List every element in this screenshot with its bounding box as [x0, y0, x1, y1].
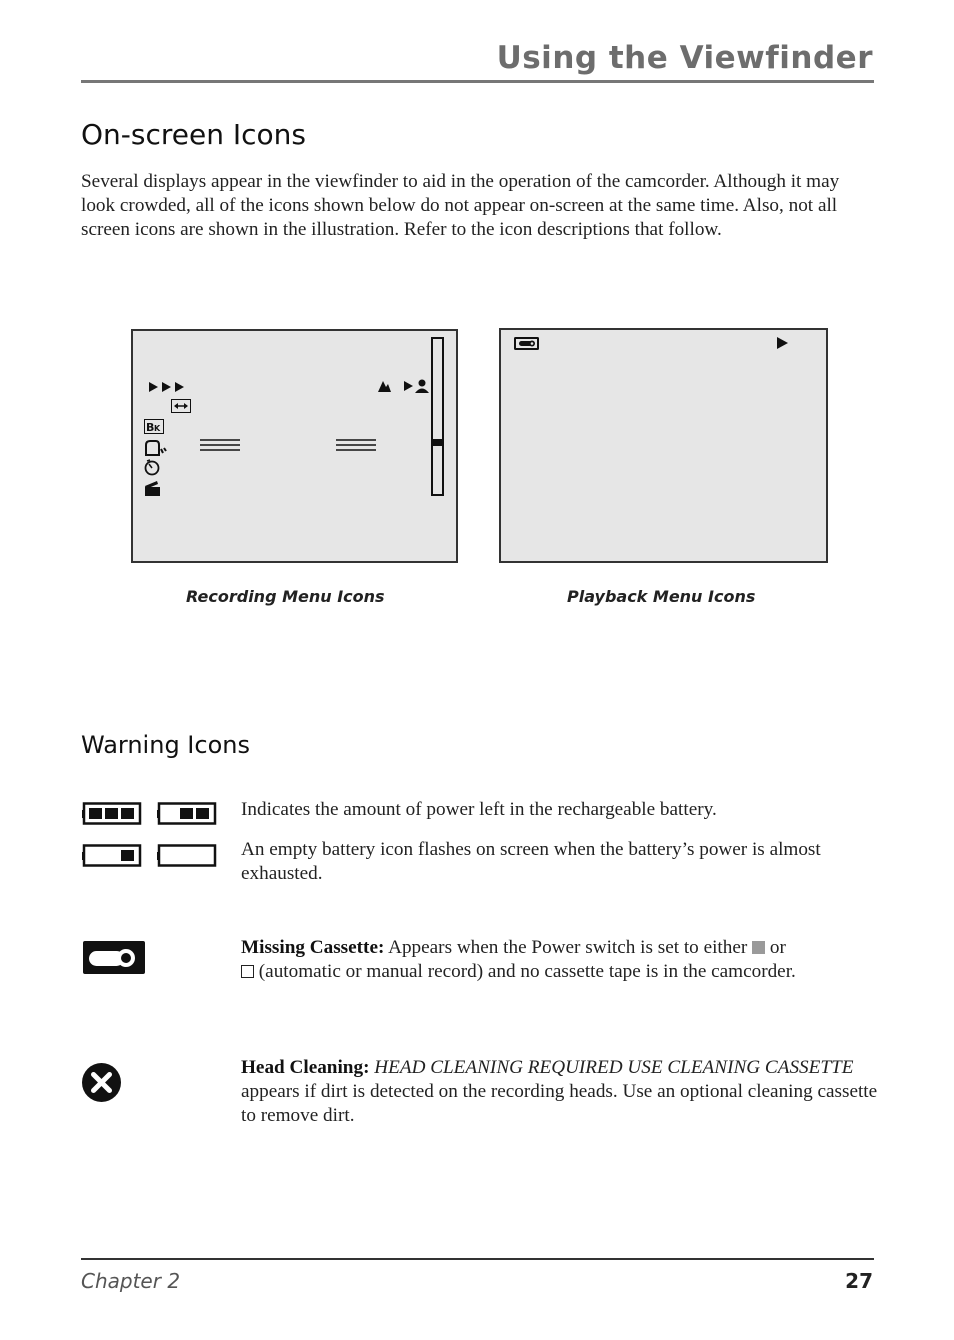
missing-cassette-icon: [83, 941, 146, 975]
outline-square-icon: [241, 965, 254, 978]
section-title-warning-icons: Warning Icons: [81, 731, 250, 759]
svg-text:K: K: [154, 424, 161, 433]
head-cleaning-paragraph: [241, 1056, 881, 1128]
footer-rule: [81, 1258, 874, 1260]
level-bar-right-icon: [336, 439, 378, 453]
footer-page-number: 27: [845, 1269, 873, 1293]
timer-icon: [144, 459, 162, 476]
play-icon: [776, 336, 790, 351]
battery-full-icon: [82, 802, 144, 826]
head-cleaning-icon: [81, 1062, 122, 1103]
battery-text-2: An empty battery icon flashes on screen when the battery’s power is almost exhausted.: [241, 839, 821, 884]
cassette-icon: [514, 337, 540, 351]
missing-cassette-text-b: or: [765, 937, 786, 958]
gray-square-icon: [752, 941, 765, 954]
zoom-bar-icon: [431, 337, 445, 497]
intro-paragraph: Several displays appear in the viewfinder to aid in the operation of the camcorder. Although it may look crowded, all of the icons shown below do not appear on-screen at the same time. Also, not all screen icons are shown in the illustration. Refer to the icon descriptions that follow.: [81, 171, 840, 240]
mountain-icon: [378, 379, 392, 393]
footer-chapter: Chapter 2: [81, 1269, 181, 1293]
page-header-title: Using the Viewfinder: [496, 40, 873, 76]
clapper-icon: [144, 481, 162, 497]
missing-cassette-text-a: Appears when the Power switch is set to either: [384, 937, 753, 958]
recording-caption: Recording Menu Icons: [186, 587, 385, 606]
level-bar-left-icon: [200, 439, 242, 453]
head-cleaning-message: HEAD CLEANING REQUIRED USE CLEANING CASSETTE: [369, 1057, 854, 1078]
playback-caption: Playback Menu Icons: [567, 587, 756, 606]
playback-screen: [499, 328, 828, 563]
section-title-onscreen-icons: On-screen Icons: [81, 118, 306, 151]
svg-text:B: B: [146, 421, 155, 434]
battery-one-third-icon: [82, 844, 144, 868]
recording-screen: [131, 329, 458, 563]
missing-cassette-label: Missing Cassette:: [241, 937, 385, 958]
missing-cassette-paragraph: [241, 936, 881, 984]
person-icon: [404, 378, 432, 394]
battery-two-thirds-icon: [157, 802, 219, 826]
bk-icon: [144, 419, 164, 434]
missing-cassette-text-c: (automatic or manual record) and no cassette tape is in the camcorder.: [254, 961, 796, 982]
header-rule: [81, 80, 874, 83]
battery-empty-icon: [157, 844, 219, 868]
hand-icon: [144, 439, 168, 457]
battery-text-1: Indicates the amount of power left in the rechargeable battery.: [241, 799, 717, 820]
wide-icon: [171, 399, 191, 413]
play-triple-icon: [149, 381, 189, 393]
head-cleaning-text: appears if dirt is detected on the recording heads. Use an optional cleaning cassette to remove dirt.: [241, 1081, 878, 1126]
head-cleaning-label: Head Cleaning:: [241, 1057, 370, 1078]
